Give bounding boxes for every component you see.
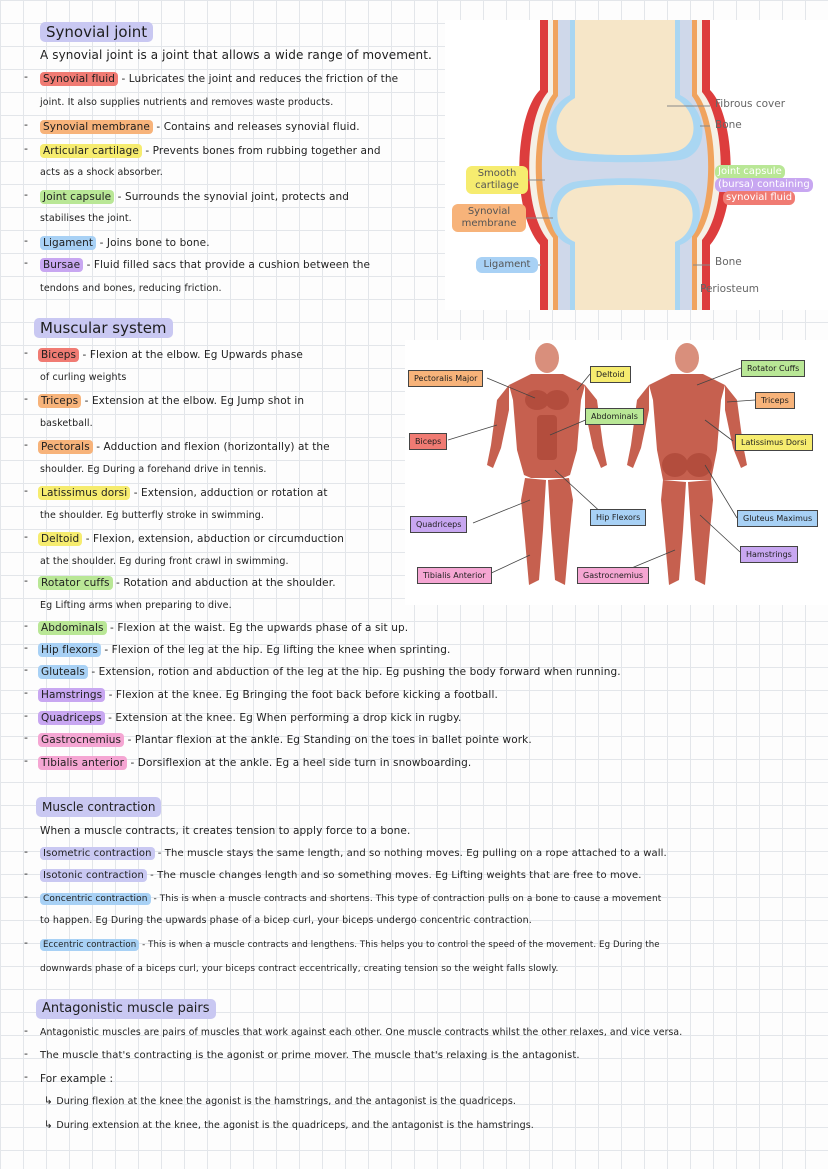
bullet-dash: - — [24, 530, 28, 543]
term-description: - The muscle changes length and so something moves. Eg Lifting weights that are free to move. — [146, 870, 642, 881]
term-highlight: Eccentric contraction — [40, 939, 139, 951]
term-description: - Extension, rotion and abduction of the leg at the hip. Eg pushing the body forward when running. — [87, 666, 621, 678]
label-bursa: (bursa) containing — [715, 178, 813, 192]
synovial-item-cont: stabilises the joint. — [40, 213, 132, 224]
bullet-dash: - — [24, 890, 28, 903]
bullet-dash: - — [24, 142, 28, 155]
term-description: - Rotation and abduction at the shoulder. — [112, 577, 336, 589]
term-description: - The muscle stays the same length, and so nothing moves. Eg pulling on a rope attached to a wall. — [154, 848, 667, 859]
term-highlight: Isotonic contraction — [40, 869, 147, 882]
bullet-dash: - — [24, 731, 28, 744]
contraction-item-cont: to happen. Eg During the upwards phase of a bicep curl, your biceps undergo concentric contraction. — [40, 915, 532, 926]
muscle-item — [38, 394, 304, 408]
label-bone-top: Bone — [715, 119, 742, 131]
synovial-item — [40, 120, 360, 134]
term-description: - Surrounds the synovial joint, protects and — [114, 191, 350, 203]
section-title-antagonistic: Antagonistic muscle pairs — [36, 999, 216, 1019]
synovial-intro: A synovial joint is a joint that allows a wide range of movement. — [40, 48, 432, 62]
muscle-item — [38, 711, 461, 725]
term-description: - Joins bone to bone. — [96, 237, 210, 249]
bullet-dash: - — [24, 438, 28, 451]
contraction-item-cont: downwards phase of a biceps curl, your biceps contract eccentrically, creating tension so the weight falls slowly. — [40, 964, 559, 974]
label-gluteus-maximus: Gluteus Maximus — [737, 510, 818, 527]
bullet-dash: - — [24, 484, 28, 497]
muscle-item-cont: of curling weights — [40, 372, 127, 383]
muscle-item — [38, 756, 471, 770]
muscle-item — [38, 440, 330, 454]
arrow-icon: ↳ — [44, 1095, 53, 1107]
muscle-item-cont: basketball. — [40, 418, 93, 429]
bullet-dash: - — [24, 619, 28, 632]
bullet-dash: - — [24, 346, 28, 359]
term-highlight: Biceps — [38, 348, 79, 362]
bullet-dash: - — [24, 118, 28, 131]
term-description: - Extension at the elbow. Eg Jump shot in — [81, 395, 305, 407]
label-smooth-cartilage — [466, 166, 528, 194]
bullet-dash: - — [24, 574, 28, 587]
muscle-item-cont: the shoulder. Eg butterfly stroke in swimming. — [40, 510, 264, 521]
bullet-dash: - — [24, 686, 28, 699]
term-highlight: Latissimus dorsi — [38, 486, 130, 500]
label-ligament: Ligament — [476, 257, 538, 273]
term-highlight: Hamstrings — [38, 688, 105, 702]
term-description: - Fluid filled sacs that provide a cushion between the — [83, 259, 371, 271]
term-highlight: Quadriceps — [38, 711, 105, 725]
label-biceps: Biceps — [409, 433, 447, 450]
label-triceps: Triceps — [755, 392, 795, 409]
label-bone-bottom: Bone — [715, 256, 742, 268]
label-deltoid: Deltoid — [590, 366, 631, 383]
term-highlight: Tibialis anterior — [38, 756, 127, 770]
term-highlight: Gastrocnemius — [38, 733, 124, 747]
label-line: cartilage — [475, 180, 519, 191]
antagonistic-line: For example : — [40, 1073, 114, 1085]
label-latissimus-dorsi: Latissimus Dorsi — [735, 434, 813, 451]
term-description: - Flexion of the leg at the hip. Eg lifting the knee when sprinting. — [100, 644, 451, 656]
example-text: During extension at the knee, the agonist is the quadriceps, and the antagonist is the hamstrings. — [56, 1120, 534, 1131]
label-fibrous-cover: Fibrous cover — [715, 98, 786, 110]
term-highlight: Isometric contraction — [40, 847, 155, 860]
bullet-dash: - — [24, 188, 28, 201]
contraction-item — [40, 892, 661, 906]
muscle-item — [38, 688, 498, 702]
muscle-item — [38, 576, 336, 590]
term-highlight: Synovial fluid — [40, 72, 118, 86]
term-highlight: Concentric contraction — [40, 893, 151, 905]
muscle-item — [38, 733, 532, 747]
contraction-intro: When a muscle contracts, it creates tension to apply force to a bone. — [40, 825, 411, 837]
muscle-item — [38, 621, 408, 635]
term-highlight: Pectorals — [38, 440, 93, 454]
term-description: - Lubricates the joint and reduces the friction of the — [118, 73, 399, 85]
label-joint-capsule: Joint capsule — [715, 165, 785, 179]
label-periosteum: Periosteum — [700, 283, 760, 295]
term-description: - Plantar flexion at the ankle. Eg Standing on the toes in ballet pointe work. — [124, 734, 532, 746]
section-title-muscular: Muscular system — [34, 318, 173, 338]
muscle-diagram — [405, 340, 828, 605]
term-description: - Flexion, extension, abduction or circumduction — [82, 533, 345, 545]
contraction-item — [40, 847, 667, 861]
term-description: - This is when a muscle contracts and shortens. This type of contraction pulls on a bone to cause a movement — [150, 894, 662, 904]
bullet-dash: - — [24, 70, 28, 83]
label-synovial-membrane — [452, 204, 526, 232]
bullet-dash: - — [24, 256, 28, 269]
bullet-dash: - — [24, 392, 28, 405]
term-description: - This is when a muscle contracts and lengthens. This helps you to control the speed of the movement. Eg During the — [139, 940, 660, 950]
contraction-item — [40, 938, 660, 952]
term-highlight: Ligament — [40, 236, 96, 250]
term-highlight: Abdominals — [38, 621, 107, 635]
term-highlight: Hip flexors — [38, 643, 101, 657]
synovial-item — [40, 72, 398, 86]
term-description: - Flexion at the elbow. Eg Upwards phase — [79, 349, 303, 361]
bullet-dash: - — [24, 1024, 28, 1037]
antagonistic-example — [44, 1118, 534, 1133]
term-highlight: Joint capsule — [40, 190, 114, 204]
bullet-dash: - — [24, 663, 28, 676]
label-synovial-fluid: synovial fluid — [723, 191, 795, 205]
label-tibialis-anterior: Tibialis Anterior — [417, 567, 492, 584]
bullet-dash: - — [24, 1070, 28, 1083]
section-title-contraction: Muscle contraction — [36, 797, 161, 817]
bullet-dash: - — [24, 936, 28, 949]
label-pectoralis-major: Pectoralis Major — [408, 370, 483, 387]
synovial-item-cont: joint. It also supplies nutrients and removes waste products. — [40, 97, 334, 108]
synovial-item — [40, 258, 370, 272]
antagonistic-line: Antagonistic muscles are pairs of muscles that work against each other. One muscle contracts whilst the other relaxes, and vice versa. — [40, 1027, 683, 1038]
example-text: During flexion at the knee the agonist is the hamstrings, and the antagonist is the quadriceps. — [56, 1096, 517, 1107]
bullet-dash: - — [24, 1047, 28, 1060]
bullet-dash: - — [24, 709, 28, 722]
term-description: - Flexion at the knee. Eg Bringing the foot back before kicking a football. — [105, 689, 498, 701]
label-hamstrings: Hamstrings — [740, 546, 798, 563]
muscle-item-cont: Eg Lifting arms when preparing to dive. — [40, 600, 232, 611]
synovial-item — [40, 190, 349, 204]
bullet-dash: - — [24, 641, 28, 654]
bullet-dash: - — [24, 754, 28, 767]
bullet-dash: - — [24, 867, 28, 880]
term-description: - Contains and releases synovial fluid. — [152, 121, 360, 133]
antagonistic-line: The muscle that's contracting is the agonist or prime mover. The muscle that's relaxing is the antagonist. — [40, 1050, 580, 1061]
term-highlight: Bursae — [40, 258, 83, 272]
label-line: membrane — [461, 218, 517, 229]
muscle-item — [38, 643, 451, 657]
label-rotator-cuffs: Rotator Cuffs — [741, 360, 805, 377]
label-line: Synovial — [467, 206, 511, 217]
term-description: - Dorsiflexion at the ankle. Eg a heel side turn in snowboarding. — [127, 757, 472, 769]
arrow-icon: ↳ — [44, 1119, 53, 1131]
muscle-item-cont: at the shoulder. Eg during front crawl in swimming. — [40, 556, 289, 567]
label-hip-flexors: Hip Flexors — [590, 509, 646, 526]
term-description: - Flexion at the waist. Eg the upwards phase of a sit up. — [106, 622, 409, 634]
term-description: - Adduction and flexion (horizontally) at the — [92, 441, 330, 453]
term-highlight: Deltoid — [38, 532, 82, 546]
label-abdominals: Abdominals — [585, 408, 644, 425]
synovial-item-cont: acts as a shock absorber. — [40, 167, 163, 178]
bullet-dash: - — [24, 845, 28, 858]
synovial-item — [40, 236, 210, 250]
muscle-item-cont: shoulder. Eg During a forehand drive in tennis. — [40, 464, 267, 475]
term-highlight: Articular cartilage — [40, 144, 142, 158]
term-highlight: Gluteals — [38, 665, 88, 679]
muscle-item — [38, 348, 303, 362]
muscle-item — [38, 665, 621, 679]
synovial-item-cont: tendons and bones, reducing friction. — [40, 283, 222, 294]
term-highlight: Synovial membrane — [40, 120, 153, 134]
section-title-synovial: Synovial joint — [40, 22, 153, 42]
label-gastrocnemius: Gastrocnemius — [577, 567, 649, 584]
muscle-item — [38, 486, 328, 500]
term-highlight: Triceps — [38, 394, 81, 408]
bullet-dash: - — [24, 234, 28, 247]
contraction-item — [40, 869, 642, 883]
term-highlight: Rotator cuffs — [38, 576, 113, 590]
label-line: Smooth — [477, 168, 517, 179]
term-description: - Extension at the knee. Eg When performing a drop kick in rugby. — [104, 712, 462, 724]
term-description: - Prevents bones from rubbing together and — [141, 145, 381, 157]
antagonistic-example — [44, 1094, 516, 1109]
synovial-item — [40, 144, 381, 158]
muscle-item — [38, 532, 344, 546]
term-description: - Extension, adduction or rotation at — [130, 487, 328, 499]
label-quadriceps: Quadriceps — [410, 516, 467, 533]
